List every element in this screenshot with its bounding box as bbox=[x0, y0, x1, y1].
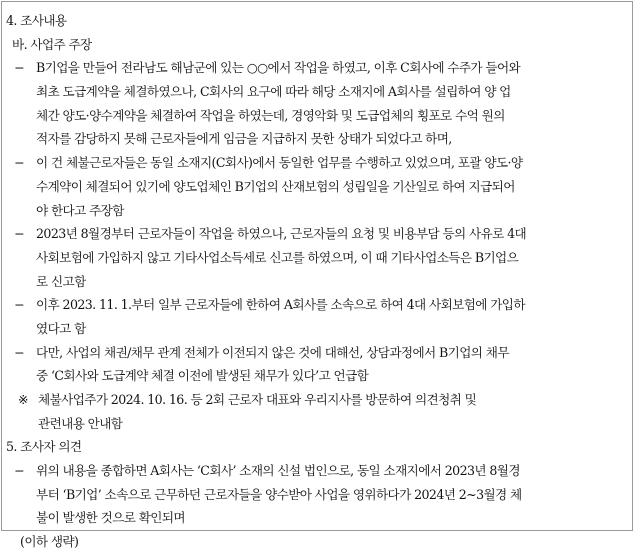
omitted-note: (이하 생략) bbox=[20, 534, 79, 550]
item-text-continuation: 로 신고함 bbox=[36, 273, 86, 289]
list-item bbox=[6, 341, 630, 365]
item-text-continuation: 불이 발생한 것으로 확인되며 bbox=[36, 510, 185, 526]
note-text-continuation: 관련내용 안내함 bbox=[38, 415, 123, 431]
list-item bbox=[6, 222, 630, 246]
item-text: 다만, 사업의 채권/채무 관계 전체가 이전되지 않은 것에 대해선, 상담과정에서 B기업의 채무 bbox=[36, 344, 509, 360]
section-5-title: 5. 조사자 의견 bbox=[6, 439, 82, 455]
item-text-continuation: 체간 양도·양수계약을 체결하여 작업을 하였는데, 경영악화 및 도급업체의 횡포로 수억 원의 bbox=[36, 107, 505, 123]
item-text: 이 건 체불근로자들은 동일 소재지(C회사)에서 동일한 업무를 수행하고 있었으며, 포괄 양도·양 bbox=[36, 155, 523, 171]
subsection-title: 바. 사업주 주장 bbox=[12, 36, 92, 52]
section-4-title: 4. 조사내용 bbox=[6, 13, 67, 28]
item-text-continuation: 최초 도급계약을 체결하였으나, C회사의 요구에 따라 해당 소재지에 A회사를 설립하여 양 업 bbox=[36, 84, 511, 100]
item-text: 위의 내용을 종합하면 A회사는 ‘C회사’ 소재의 신설 법인으로, 동일 소재지에서 2023년 8월경 bbox=[36, 463, 520, 479]
item-text: B기업을 만들어 전라남도 해남군에 있는 ○○에서 작업을 하였고, 이후 C회사에 수주가 들어와 bbox=[36, 60, 521, 76]
item-text-continuation: 였다고 함 bbox=[36, 320, 86, 336]
note-text: 체불사업주가 2024. 10. 16. 등 2회 근로자 대표와 우리지사를 방문하여 의견청취 및 bbox=[38, 392, 477, 407]
list-item bbox=[6, 151, 630, 175]
reference-mark: ※ bbox=[18, 392, 28, 407]
item-text-continuation: 수계약이 체결되어 있기에 양도업체인 B기업의 산재보험의 성립일을 기산일로 하여 지급되어 bbox=[36, 178, 515, 194]
dash-bullet: − bbox=[14, 344, 24, 360]
list-item bbox=[6, 293, 630, 317]
dash-bullet: − bbox=[14, 155, 24, 171]
item-text-continuation: 사회보험에 가입하지 않고 기타사업소득세로 신고를 하였으며, 이 때 기타사업소득은 B기업으 bbox=[36, 249, 519, 265]
list-item bbox=[6, 56, 630, 80]
item-text: 2023년 8월경부터 근로자들이 작업을 하였으나, 근로자들의 요청 및 비용부담 등의 사유로 4대 bbox=[36, 226, 527, 242]
item-text-continuation: 부터 ‘B기업’ 소속으로 근무하던 근로자들을 양수받아 사업을 영위하다가 2024년 2~3월경 체 bbox=[36, 486, 522, 502]
item-text-continuation: 야 한다고 주장함 bbox=[36, 202, 124, 218]
item-text-continuation: 중 ‘C회사와 도급계약 체결 이전에 발생된 채무가 있다’고 언급함 bbox=[36, 368, 369, 384]
dash-bullet: − bbox=[14, 463, 24, 479]
item-text: 이후 2023. 11. 1.부터 일부 근로자들에 한하여 A회사를 소속으로 하여 4대 사회보험에 가입하 bbox=[36, 297, 525, 313]
item-text-continuation: 적자를 감당하지 못해 근로자들에게 임금을 지급하지 못한 상태가 되었다고 하며, bbox=[36, 131, 452, 147]
note-item bbox=[6, 388, 630, 412]
dash-bullet: − bbox=[14, 297, 24, 313]
dash-bullet: − bbox=[14, 226, 24, 242]
dash-bullet: − bbox=[14, 60, 24, 76]
list-item bbox=[6, 459, 630, 483]
document-body bbox=[6, 9, 630, 554]
